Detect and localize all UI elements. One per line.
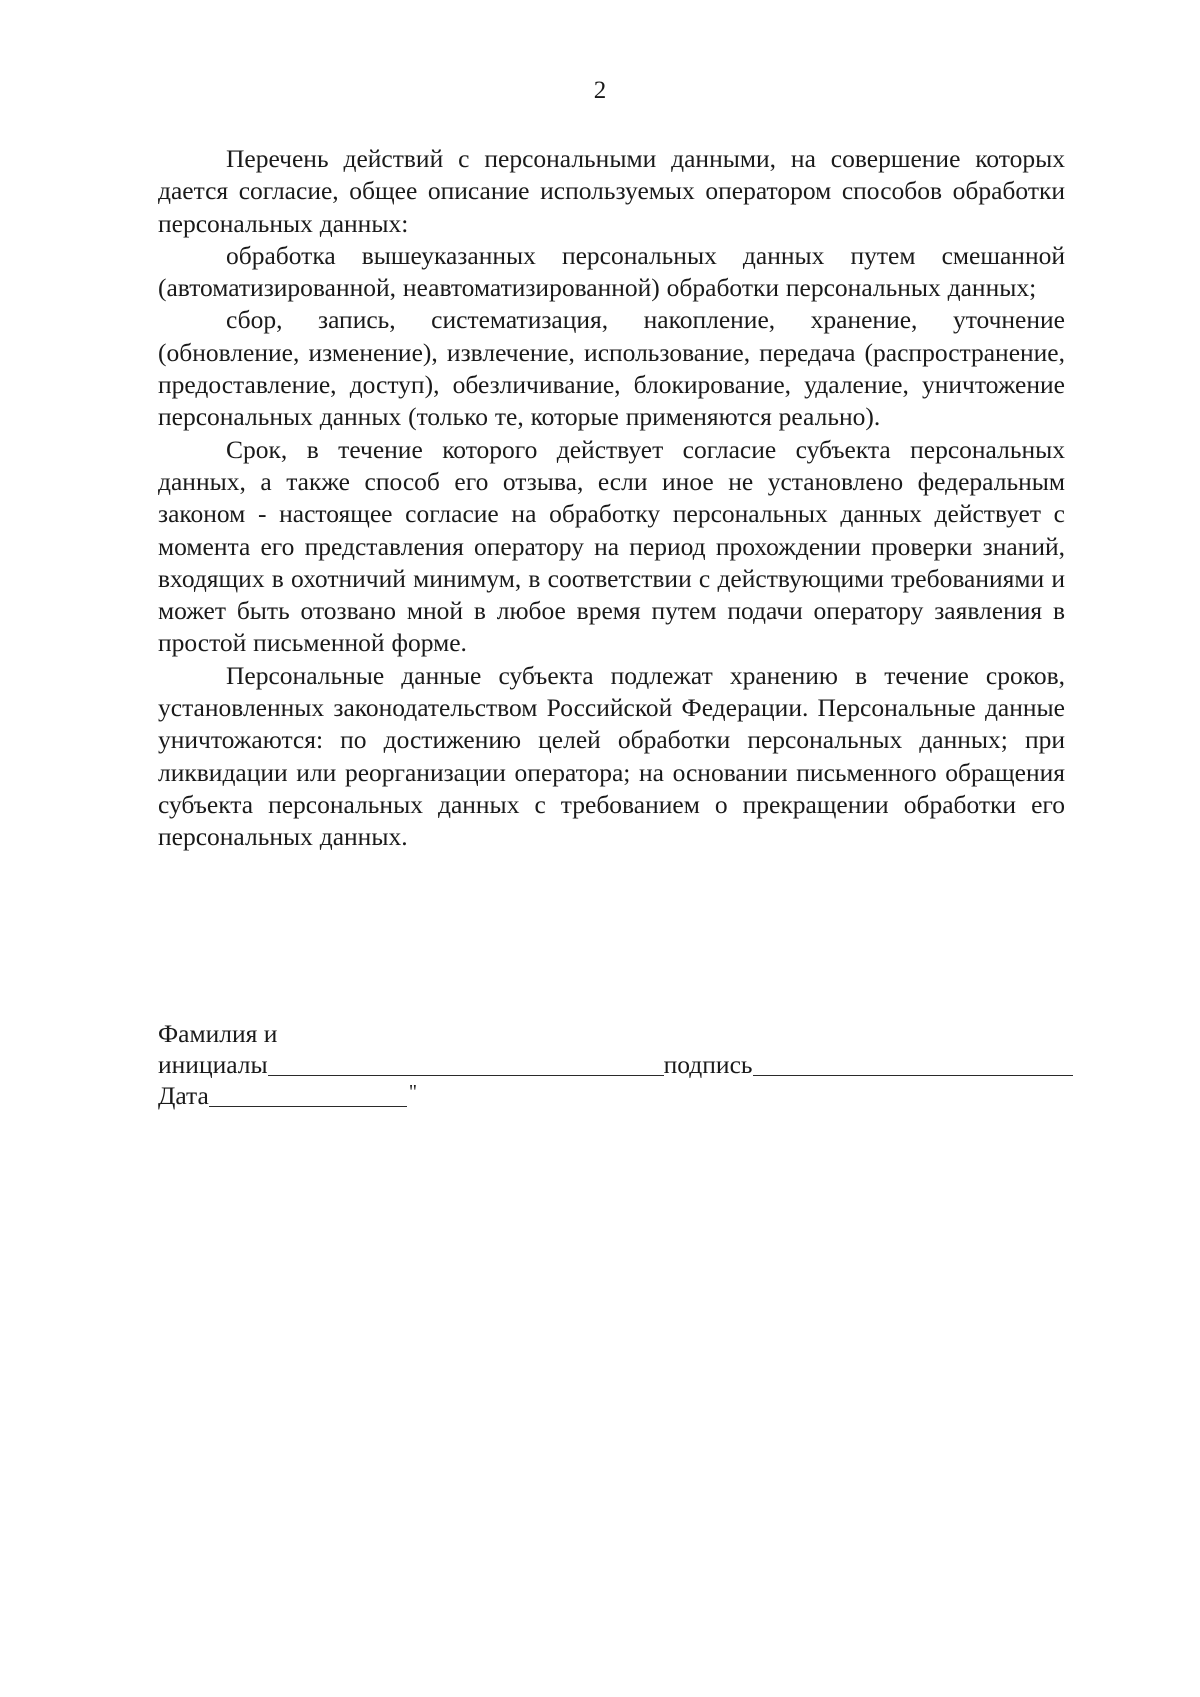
paragraph-operations: сбор, запись, систематизация, накопление, хранение, уточнение (обновление, изменение), извлечение, использование, передача (распространение, предоставление, доступ), обезличивание, блокирование, удаление, уничтожение персональных данных (только те, которые применяются реально). [158,305,1065,432]
date-line [158,1080,1073,1111]
paragraph-processing-method: обработка вышеуказанных персональных данных путем смешанной (автоматизированной, неавтоматизированной) обработки персональных данных; [158,240,1065,303]
initials-blank-field[interactable] [268,1051,664,1076]
initials-signature-line [158,1049,1073,1080]
surname-label: Фамилия и [158,1019,278,1048]
date-blank-field[interactable] [209,1082,407,1107]
paragraph-consent-term: Срок, в течение которого действует согласие субъекта персональных данных, а также способ его отзыва, если иное не установлено федеральным законом - настоящее согласие на обработку персональных данных действует с момента его представления оператору на период прохождении проверки знаний, входящих в охотничий минимум, в соответствии с действующими требованиями и может быть отозвано мной в любое время путем подачи оператору заявления в простой письменной форме. [158,434,1065,658]
signature-blank-field[interactable] [753,1051,1073,1076]
signature-block [158,1018,1073,1111]
date-label: Дата [158,1081,209,1110]
paragraph-data-retention: Персональные данные субъекта подлежат хранению в течение сроков, установленных законодательством Российской Федерации. Персональные данные уничтожаются: по достижению целей обработки персональных данных; при ликвидации или реорганизации оператора; на основании письменного обращения субъекта персональных данных с требованием о прекращении обработки его персональных данных. [158,660,1065,852]
initials-label: инициалы [158,1050,268,1079]
signature-label: подпись [663,1050,753,1079]
paragraph-actions-list: Перечень действий с персональными данными, на совершение которых дается согласие, общее описание используемых оператором способов обработки персональных данных: [158,144,1065,238]
surname-line [158,1018,1073,1049]
document-body [158,143,1065,854]
page-number: 2 [593,77,607,104]
date-quote-mark: " [408,1081,417,1103]
